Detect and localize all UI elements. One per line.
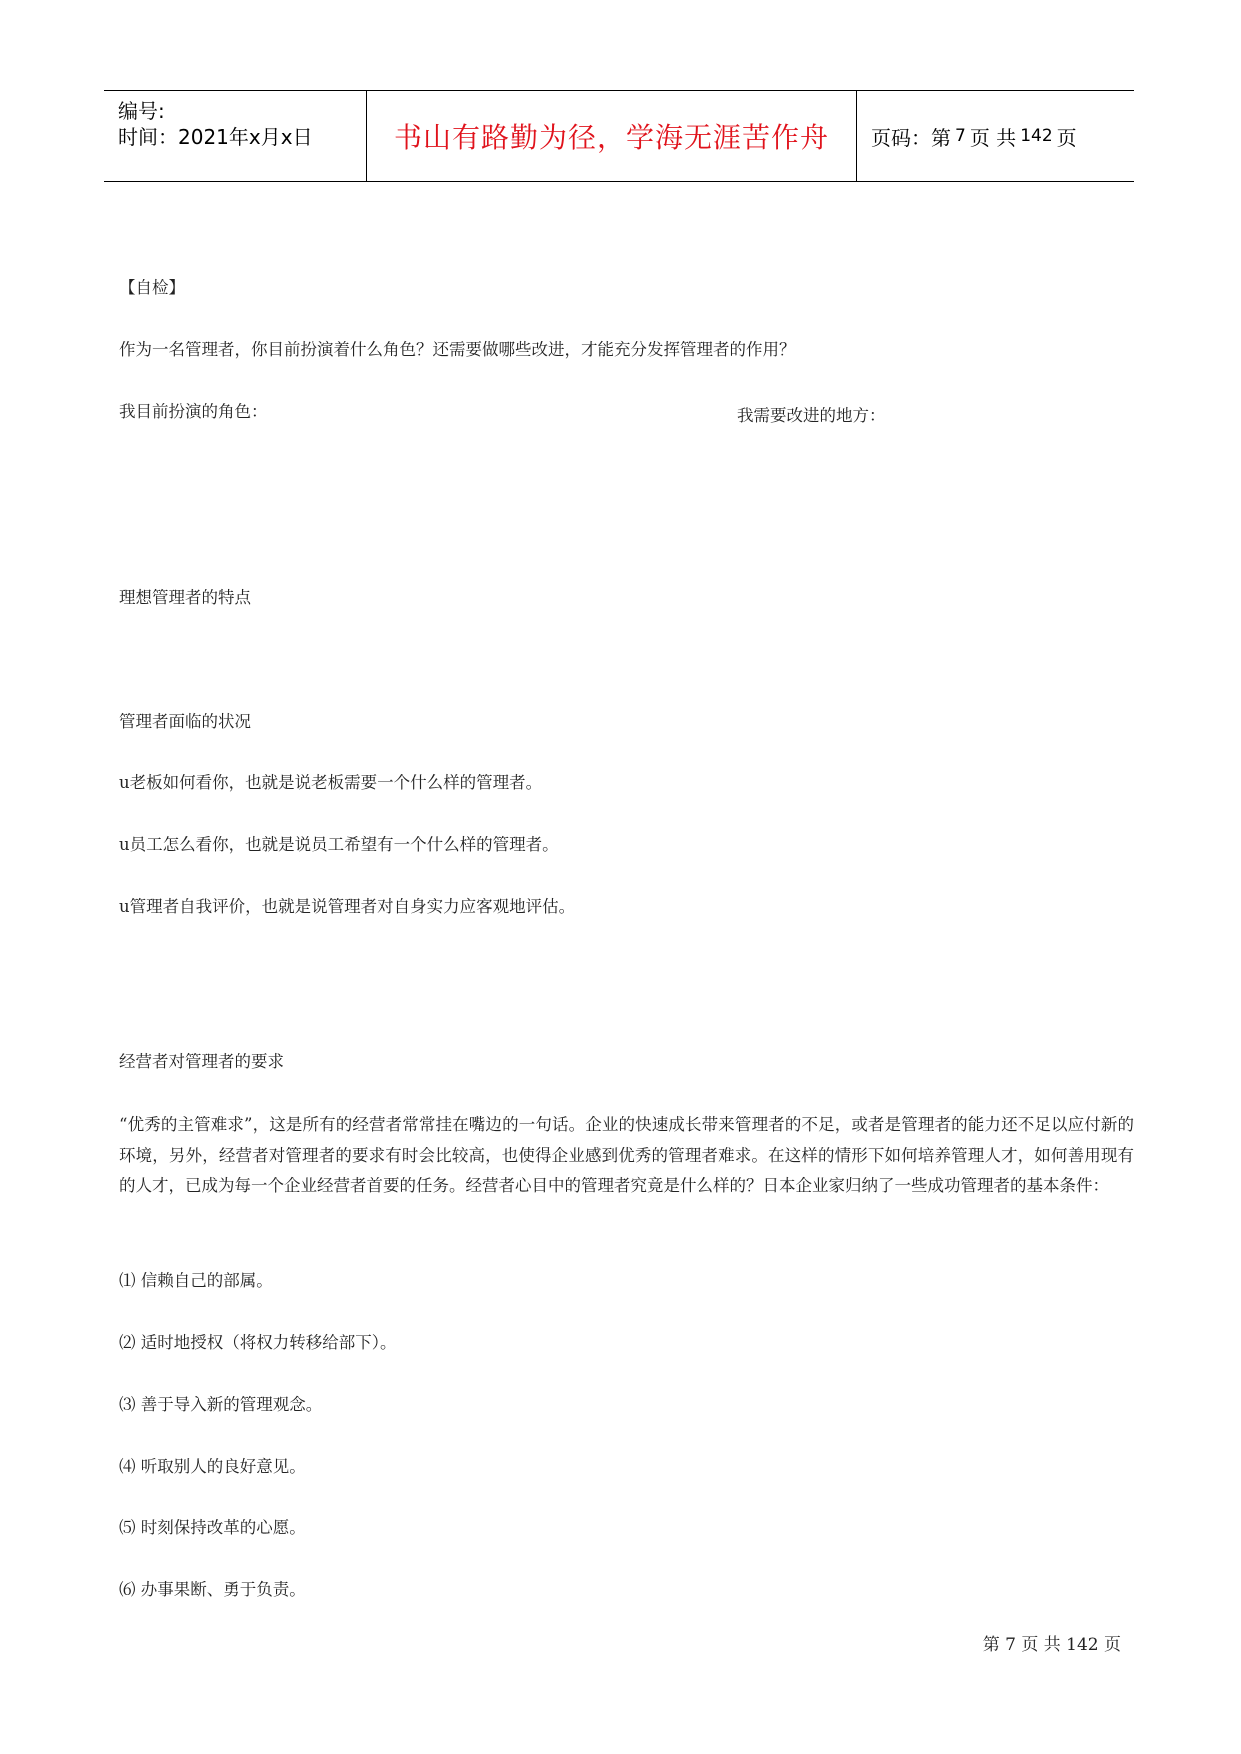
requirements-paragraph: “优秀的主管难求”，这是所有的经营者常常挂在嘴边的一句话。企业的快速成长带来管理者的不足，或者是管理者的能力还不足以应付新的环境，另外，经营者对管理者的要求有时会比较高，也使得企业感到优秀的管理者难求。在这样的情形下如何培养管理人才，如何善用现有的人才，已成为每一个企业经营者首要的任务。经营者心目中的管理者究竟是什么样的？日本企业家归纳了一些成功管理者的基本条件： bbox=[119, 1115, 1134, 1195]
requirements-heading: 经营者对管理者的要求 bbox=[119, 1052, 284, 1071]
list-item: u管理者自我评价，也就是说管理者对自身实力应客观地评估。 bbox=[119, 897, 576, 916]
list-item: ⑹ 办事果断、勇于负责。 bbox=[119, 1580, 306, 1599]
my-improve-label: 我需要改进的地方： bbox=[737, 406, 886, 425]
list-item: ⑶ 善于导入新的管理观念。 bbox=[119, 1395, 323, 1414]
page-label-prefix: 页码：第 bbox=[871, 125, 951, 150]
self-check-heading: 【自检】 bbox=[119, 278, 185, 297]
ideal-manager-heading: 理想管理者的特点 bbox=[119, 588, 251, 607]
header-motto: 书山有路勤为径，学海无涯苦作舟 bbox=[393, 121, 829, 154]
list-item: u老板如何看你，也就是说老板需要一个什么样的管理者。 bbox=[119, 773, 543, 792]
header-page-cell bbox=[857, 91, 1134, 181]
my-role-label: 我目前扮演的角色： bbox=[119, 402, 268, 421]
page-label-mid: 页 共 bbox=[969, 125, 1017, 150]
list-item: ⑴ 信赖自己的部属。 bbox=[119, 1271, 273, 1290]
header-motto-cell bbox=[367, 91, 857, 181]
list-item: u员工怎么看你，也就是说员工希望有一个什么样的管理者。 bbox=[119, 835, 559, 854]
page-total: 142 bbox=[1020, 126, 1053, 146]
question-text: 作为一名管理者，你目前扮演着什么角色？还需要做哪些改进，才能充分发挥管理者的作用？ bbox=[119, 340, 796, 359]
list-item: ⑸ 时刻保持改革的心愿。 bbox=[119, 1518, 306, 1537]
list-item: ⑷ 听取别人的良好意见。 bbox=[119, 1457, 306, 1476]
document-number-label: 编号: bbox=[118, 99, 165, 123]
list-item: ⑵ 适时地授权（将权力转移给部下）。 bbox=[119, 1333, 397, 1352]
document-time-label: 时间：2021年x月x日 bbox=[118, 125, 313, 149]
page-footer: 第 7 页 共 142 页 bbox=[982, 1635, 1121, 1655]
situation-heading: 管理者面临的状况 bbox=[119, 712, 251, 731]
header-meta-cell bbox=[104, 91, 367, 181]
page-header bbox=[104, 90, 1134, 182]
page-number: 7 bbox=[955, 126, 966, 146]
page-label-suffix: 页 bbox=[1056, 125, 1077, 150]
